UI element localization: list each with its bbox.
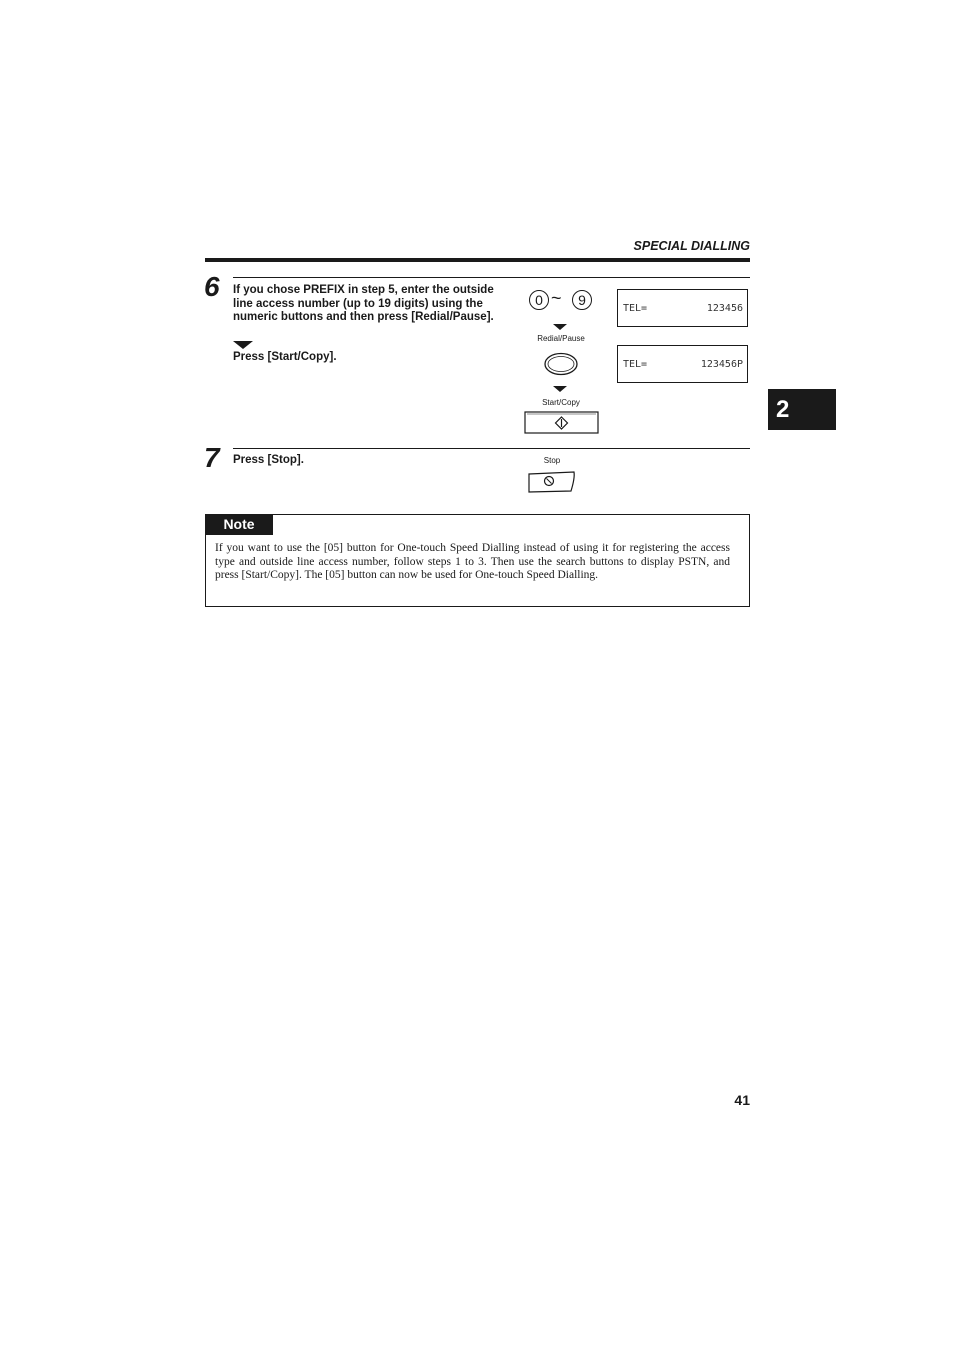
redial-pause-label: Redial/Pause (537, 334, 585, 343)
step6-instruction: If you chose PREFIX in step 5, enter the outside line access number (up to 19 digits) using the numeric buttons and then press [Redial/Pause]. (233, 284, 494, 323)
digit-9-button-icon: 9 (572, 290, 592, 310)
note-label: Note (205, 514, 273, 535)
step7-rule (233, 448, 750, 449)
digit-0-button-icon: 0 (529, 290, 549, 310)
redial-pause-button-icon (543, 351, 579, 377)
header-rule (205, 258, 750, 262)
arrow-down-icon (553, 386, 567, 392)
start-copy-label: Start/Copy (542, 398, 580, 407)
step7-number: 7 (204, 442, 220, 473)
lcd-display-1-right: 123456 (706, 303, 743, 314)
step7-instruction: Press [Stop]. (233, 454, 304, 466)
step6-rule (233, 277, 750, 278)
stop-button-icon (527, 470, 577, 495)
stop-label: Stop (543, 456, 561, 465)
lcd-display-1 (617, 289, 748, 327)
range-tilde: ~ (551, 288, 562, 308)
step6-number: 6 (204, 271, 220, 302)
arrow-down-icon (553, 324, 567, 330)
lcd-display-1-left: TEL= (623, 303, 648, 314)
lcd-display-2-right: 123456P (700, 359, 743, 370)
note-text: If you want to use the [05] button for One-touch Speed Dialling instead of using it for registering the access type and outside line access number, follow steps 1 to 3. Then use the search buttons to display PSTN, and press [Start/Copy]. The [05] button can now be used for One-touch Speed Dialling. (215, 542, 730, 582)
section-title: SPECIAL DIALLING (633, 239, 750, 253)
step6-arrow-icon (233, 341, 253, 349)
lcd-display-2-left: TEL= (623, 359, 648, 370)
page-number: 41 (734, 1092, 750, 1108)
lcd-display-2 (617, 345, 748, 383)
chapter-tab: 2 (768, 389, 836, 430)
start-copy-button-icon (524, 411, 600, 435)
step6-next-instruction: Press [Start/Copy]. (233, 351, 337, 363)
